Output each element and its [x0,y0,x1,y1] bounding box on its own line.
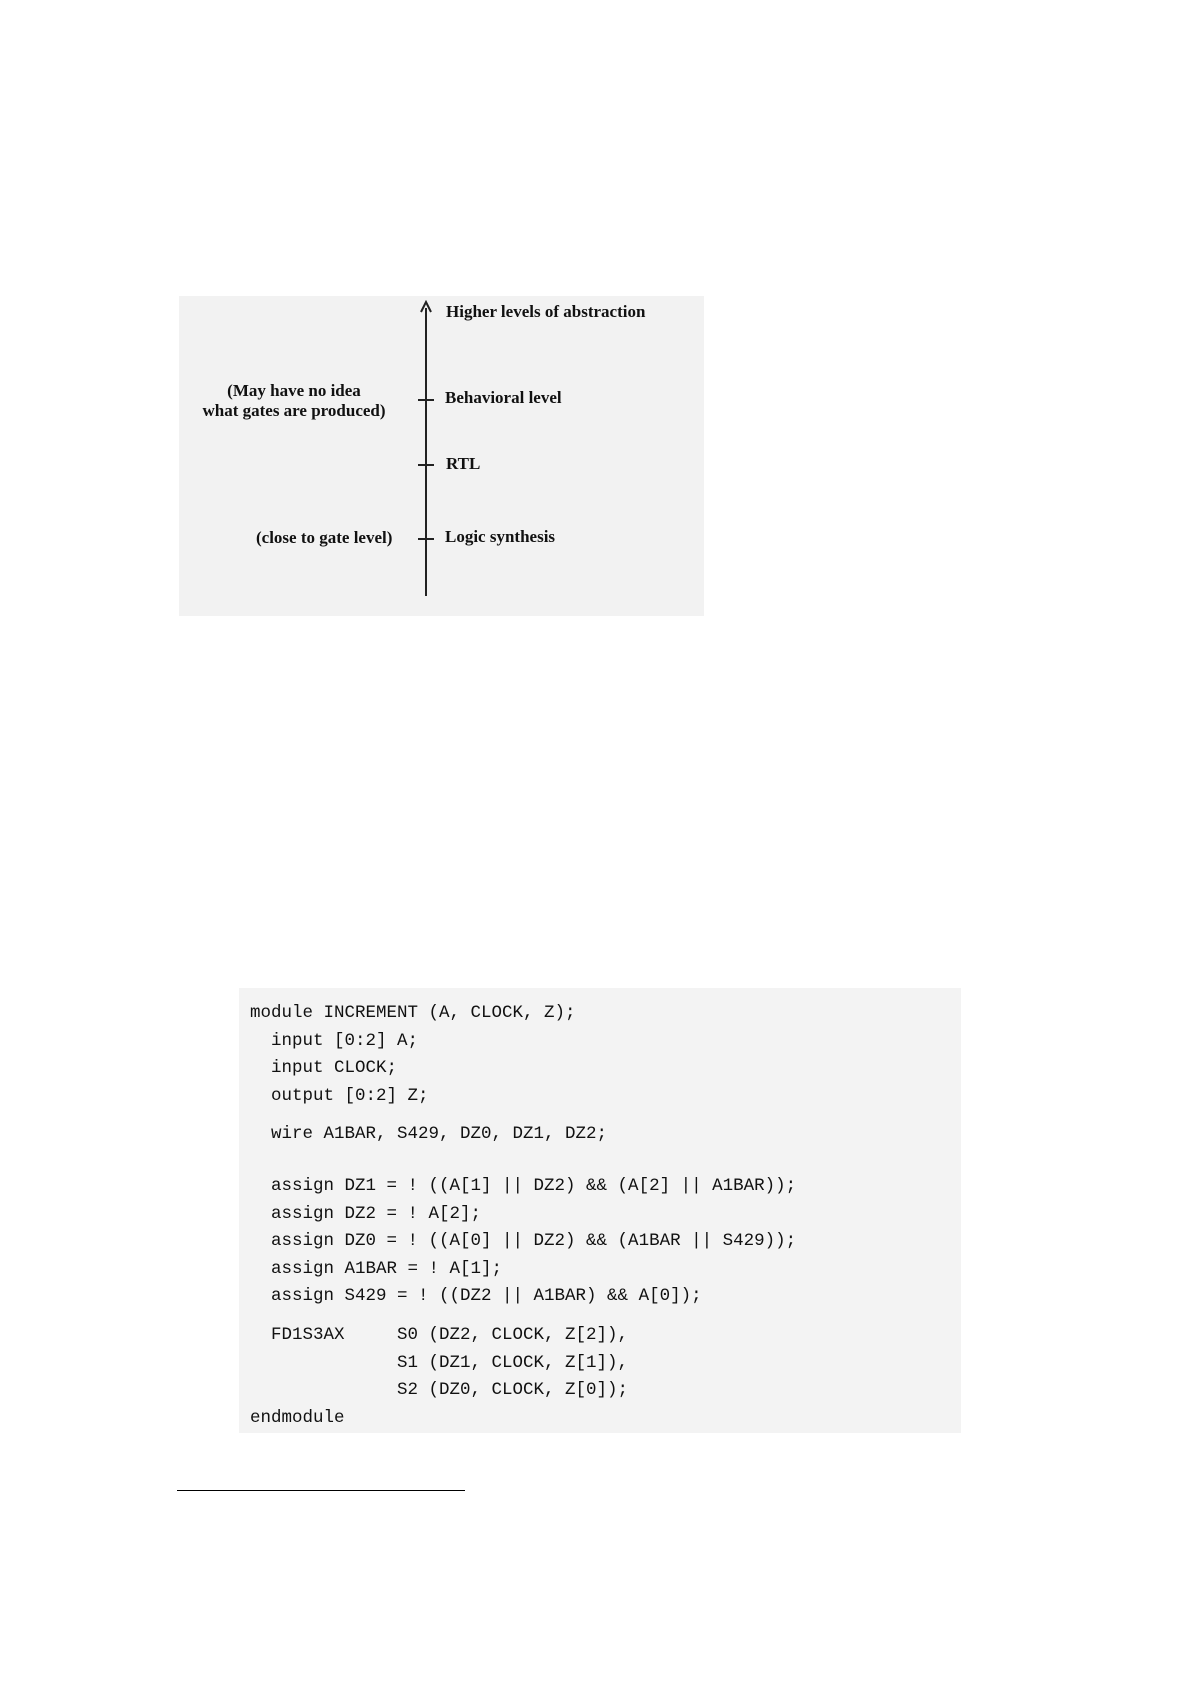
footnote-rule [177,1490,465,1491]
abstraction-axis [425,308,427,596]
behavioral-note [179,381,409,421]
top-label: Higher levels of abstraction [446,302,646,321]
logic-note: (close to gate level) [256,528,393,547]
code-line: S1 (DZ1, CLOCK, Z[1]), [250,1352,629,1373]
abstraction-levels-figure [179,296,704,616]
code-line: S2 (DZ0, CLOCK, Z[0]); [250,1380,629,1401]
code-line: output [0:2] Z; [250,1085,429,1106]
code-line: wire A1BAR, S429, DZ0, DZ1, DZ2; [250,1124,608,1145]
behavioral-label: Behavioral level [445,388,562,407]
code-line: assign DZ0 = ! ((A[0] || DZ2) && (A1BAR || S429)); [250,1231,797,1252]
tick-rtl [418,464,434,466]
code-line: endmodule [250,1407,345,1428]
tick-logic [418,538,434,540]
code-line: assign S429 = ! ((DZ2 || A1BAR) && A[0]); [250,1286,702,1307]
code-line: assign DZ1 = ! ((A[1] || DZ2) && (A[2] || A1BAR)); [250,1175,797,1196]
rtl-label: RTL [446,454,481,473]
code-line: input CLOCK; [250,1058,398,1079]
logic-label: Logic synthesis [445,527,556,546]
verilog-code-listing [239,988,961,1433]
code-line: FD1S3AX S0 (DZ2, CLOCK, Z[2]), [250,1324,629,1345]
code-line: assign DZ2 = ! A[2]; [250,1203,482,1224]
code-pre [250,1000,796,1432]
code-line: input [0:2] A; [250,1030,419,1051]
behavioral-note-line1: (May have no idea [227,381,361,400]
code-line: module INCREMENT (A, CLOCK, Z); [250,1003,576,1023]
tick-behavioral [418,399,434,401]
behavioral-note-line2: what gates are produced) [202,401,386,420]
code-line: assign A1BAR = ! A[1]; [250,1258,503,1279]
